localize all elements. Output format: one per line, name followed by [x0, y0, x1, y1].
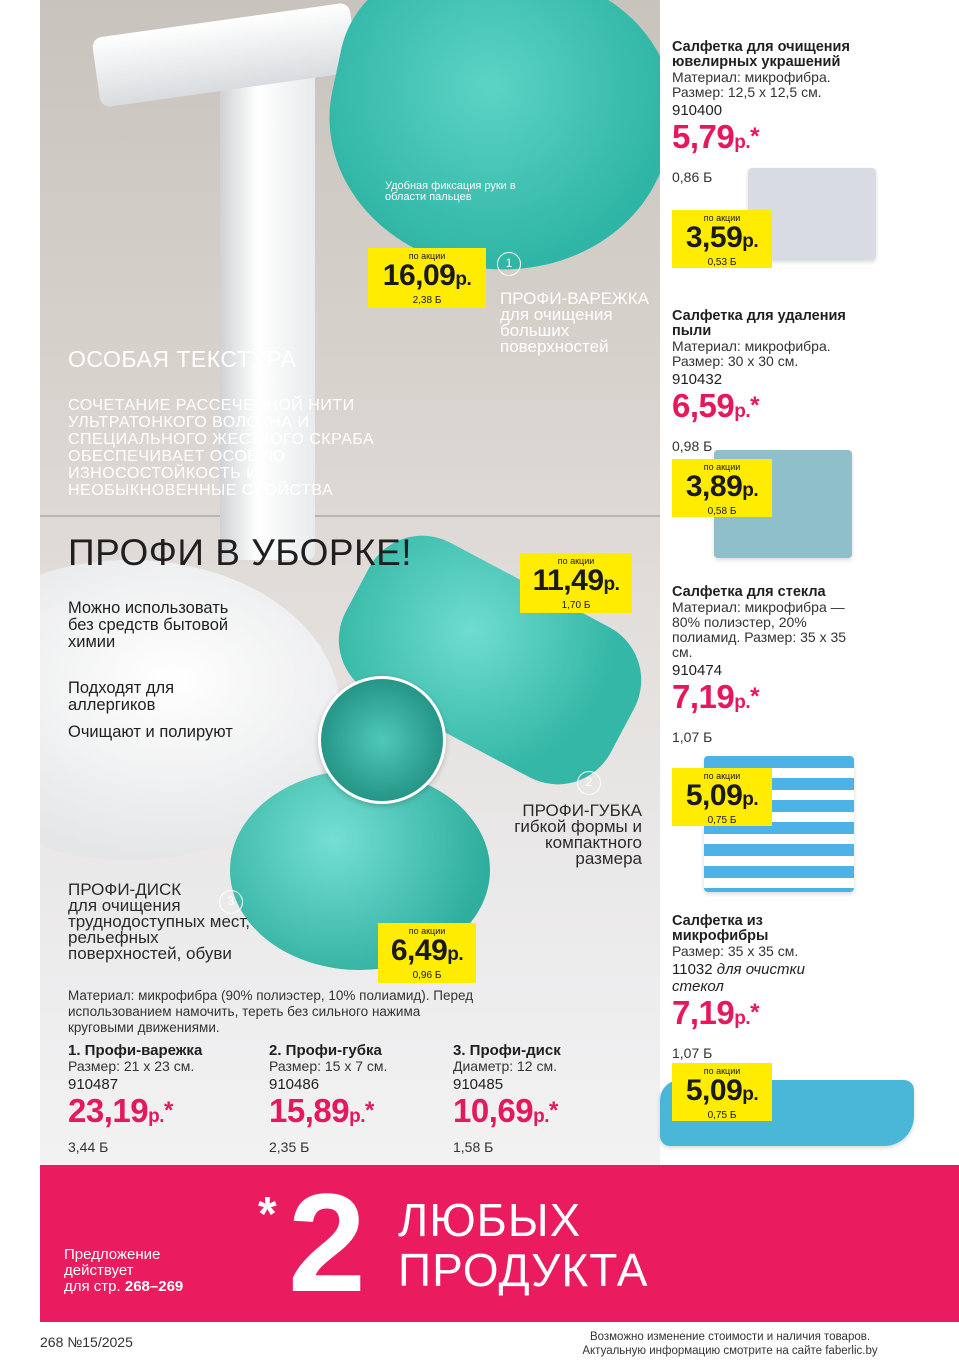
product-mitt: [68, 1043, 248, 1156]
benefit-item: Подходят для аллергиков: [68, 679, 175, 714]
promo-price: 5,09р.: [685, 779, 759, 812]
texture-zoom-image: [318, 676, 446, 804]
side-product-spec: Размер: 35 х 35 см.: [672, 943, 799, 959]
feature-title: ОСОБАЯ ТЕКСТУРА: [68, 346, 297, 372]
counter-edge: [40, 515, 660, 517]
material-description: Материал: микрофибра (90% полиэстер, 10% полиамид). Перед использованием намочить, тереть без сильного нажима круговыми движениями.: [68, 988, 474, 1035]
side-product-points: 1,07 Б: [672, 729, 713, 745]
product-code: 910487: [68, 1076, 119, 1093]
hand-fixation-note: Удобная фиксация руки в области пальцев: [385, 180, 516, 203]
product-name: 3. Профи-диск: [453, 1042, 561, 1059]
callout-mitt: [500, 291, 650, 355]
product-disc: [453, 1043, 633, 1156]
product-code: 910486: [269, 1076, 320, 1093]
callout-title: ПРОФИ-ГУБКА: [522, 801, 642, 820]
callout-number-1: 1: [497, 252, 521, 276]
banner-words: ЛЮБЫХ ПРОДУКТА: [398, 1194, 649, 1296]
promo-bonus: 0,75 Б: [707, 1110, 737, 1121]
promo-label: по акции: [408, 926, 446, 936]
product-code: 910485: [453, 1076, 504, 1093]
side-product-spec: Материал: микрофибра. Размер: 12,5 х 12,5 см.: [672, 69, 831, 100]
side-product-glass-cloth: [672, 585, 852, 745]
side-product-price: 5,79р.*: [672, 118, 759, 155]
promo-price: 3,59р.: [685, 221, 759, 254]
product-name: 1. Профи-варежка: [68, 1042, 203, 1059]
promo-label: по акции: [703, 213, 741, 223]
side-product-code: 11032 для очистки стекол: [672, 961, 805, 995]
promo-bonus: 2,38 Б: [412, 295, 442, 306]
promo-price: 16,09р.: [382, 259, 472, 292]
product-size: Диаметр: 12 см.: [453, 1058, 557, 1074]
side-product-dust-cloth: [672, 309, 852, 454]
callout-desc: для очищения больших поверхностей: [500, 305, 613, 356]
promo-price: 6,49р.: [390, 934, 464, 967]
callout-desc: гибкой формы и компактного размера: [514, 817, 642, 868]
benefit-item: Можно использовать без средств бытовой химии: [68, 599, 229, 651]
callout-number-3: 3: [219, 890, 243, 914]
promo-bonus: 0,96 Б: [412, 970, 442, 981]
product-points: 1,58 Б: [453, 1139, 494, 1155]
promo-label: по акции: [408, 251, 446, 261]
main-title: ПРОФИ В УБОРКЕ!: [68, 532, 413, 573]
product-sponge: [269, 1043, 449, 1156]
offer-note: Предложение действует для стр. 268–269: [64, 1246, 184, 1295]
promo-label: по акции: [557, 556, 595, 566]
banner-star: *: [258, 1188, 277, 1241]
product-points: 3,44 Б: [68, 1139, 109, 1155]
page-number: 268 №15/2025: [40, 1334, 133, 1350]
promo-banner: [40, 1165, 959, 1322]
side-product-code: 910474: [672, 662, 723, 679]
product-points: 2,35 Б: [269, 1139, 310, 1155]
promo-price: 5,09р.: [685, 1074, 759, 1107]
side-product-code: 910400: [672, 102, 723, 119]
side-product-name: Салфетка для удаления пыли: [672, 308, 846, 339]
benefit-item: Очищают и полируют: [68, 723, 233, 741]
promo-badge-sponge: [520, 553, 632, 613]
promo-bonus: 1,70 Б: [561, 600, 591, 611]
side-product-price: 7,19р.*: [672, 678, 759, 715]
promo-badge-disc: [378, 923, 476, 983]
product-price: 23,19р.*: [68, 1092, 173, 1129]
side-product-spec: Материал: микрофибра — 80% полиэстер, 20% полиамид. Размер: 35 х 35 см.: [672, 599, 847, 660]
side-product-points: 1,07 Б: [672, 1045, 713, 1061]
side-promo-badge: [672, 1063, 772, 1121]
side-promo-badge: [672, 210, 772, 268]
promo-bonus: 0,58 Б: [707, 506, 737, 517]
side-product-price: 6,59р.*: [672, 387, 759, 424]
side-product-name: Салфетка из микрофибры: [672, 913, 769, 944]
side-product-points: 0,86 Б: [672, 169, 713, 185]
side-promo-badge: [672, 768, 772, 826]
promo-badge-mitt: [368, 248, 486, 308]
product-price: 10,69р.*: [453, 1092, 558, 1129]
side-product-name: Салфетка для очищения ювелирных украшений: [672, 39, 850, 70]
footer-disclaimer: Возможно изменение стоимости и наличия товаров. Актуальную информацию смотрите на сайте faberlic.by: [582, 1331, 878, 1357]
product-size: Размер: 15 х 7 см.: [269, 1058, 388, 1074]
side-product-points: 0,98 Б: [672, 438, 713, 454]
promo-label: по акции: [703, 462, 741, 472]
side-product-price: 7,19р.*: [672, 994, 759, 1031]
callout-number-2: 2: [577, 771, 601, 795]
callout-desc: для очищения труднодоступных мест, рельефных поверхностей, обуви: [68, 896, 251, 963]
side-product-microfiber-cloth: [672, 914, 852, 1061]
promo-bonus: 0,75 Б: [707, 815, 737, 826]
promo-bonus: 0,53 Б: [707, 257, 737, 268]
callout-sponge: [500, 803, 642, 867]
promo-price: 11,49р.: [532, 564, 620, 597]
callout-disc: [68, 882, 268, 962]
callout-title: ПРОФИ-ДИСК: [68, 880, 182, 899]
side-product-spec: Материал: микрофибра. Размер: 30 х 30 см.: [672, 338, 831, 369]
product-price: 15,89р.*: [269, 1092, 374, 1129]
product-name: 2. Профи-губка: [269, 1042, 382, 1059]
promo-label: по акции: [703, 771, 741, 781]
side-product-code: 910432: [672, 371, 723, 388]
side-product-name: Салфетка для стекла: [672, 584, 826, 600]
banner-number: 2: [288, 1164, 366, 1321]
promo-label: по акции: [703, 1066, 741, 1076]
offer-pages: 268–269: [124, 1278, 184, 1295]
side-promo-badge: [672, 459, 772, 517]
issue-number: №15/2025: [67, 1334, 133, 1350]
feature-description: СОЧЕТАНИЕ РАССЕЧЕННОЙ НИТИ УЛЬТРАТОНКОГО ВОЛОКНА И СПЕЦИАЛЬНОГО ЖЕСТКОГО СКРАБА ОБЕСПЕЧИВАЕТ ОСОБУЮ ИЗНОСОСТОЙКОСТЬ И НЕОБЫКНОВЕННЫЕ СВОЙСТВА: [68, 397, 375, 499]
promo-price: 3,89р.: [685, 470, 759, 503]
product-size: Размер: 21 х 23 см.: [68, 1058, 195, 1074]
callout-title: ПРОФИ-ВАРЕЖКА: [500, 289, 649, 308]
side-product-jewelry-cloth: [672, 40, 852, 185]
